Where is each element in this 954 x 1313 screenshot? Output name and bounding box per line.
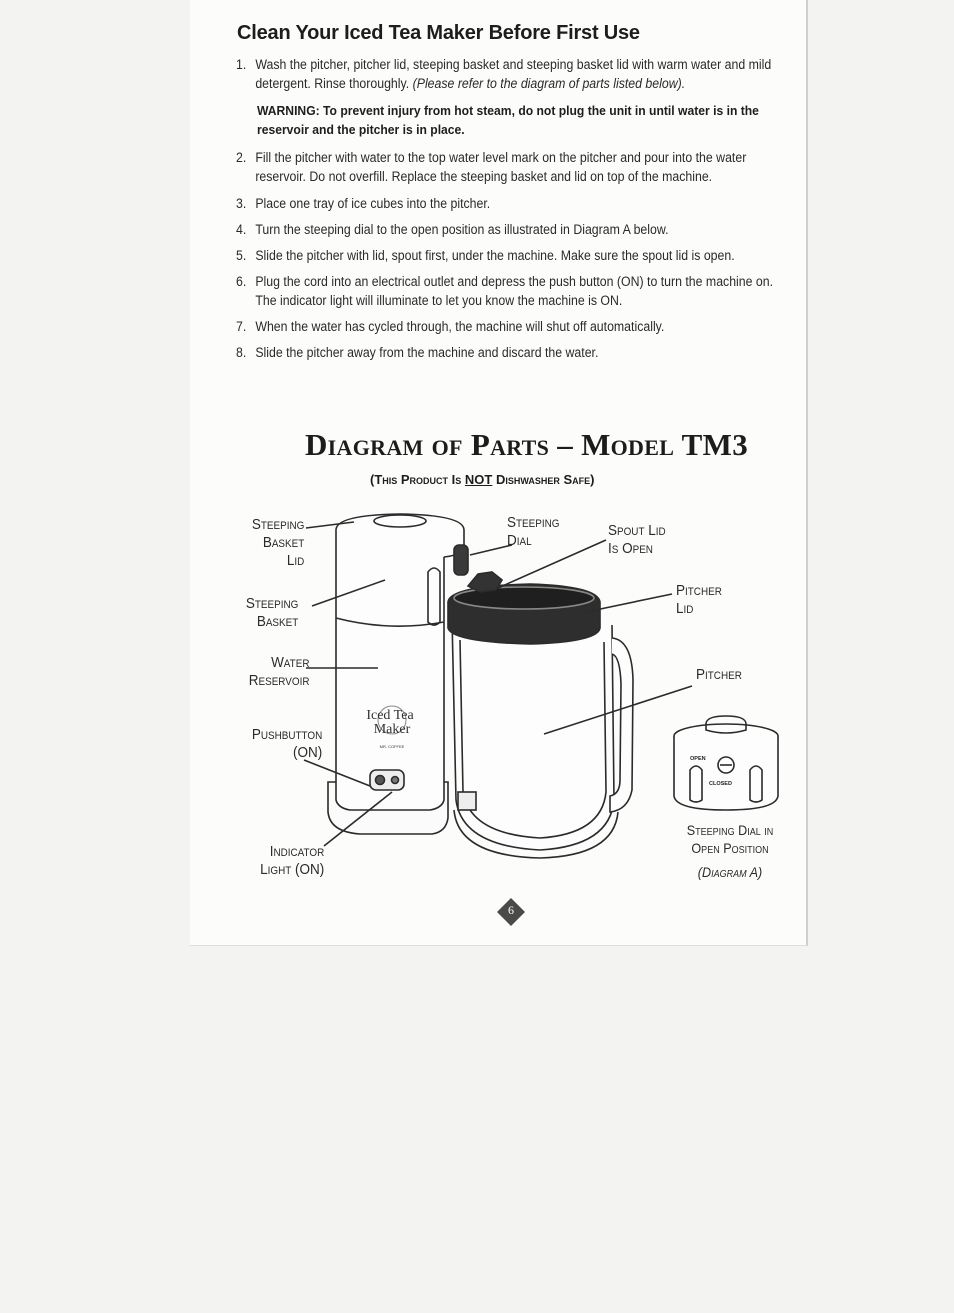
label-water-reservoir: Water Reservoir — [248, 654, 309, 689]
warning-text: WARNING: To prevent injury from hot steam, do not plug the unit in until water is in the reservoir and the pitcher is in place. — [257, 103, 759, 137]
step-4: 4. Turn the steeping dial to the open position as illustrated in Diagram A below. — [236, 222, 669, 237]
spout-lid — [468, 572, 502, 592]
label-steeping-basket: Steeping Basket — [245, 595, 298, 630]
step-3: 3. Place one tray of ice cubes into the pitcher. — [236, 196, 491, 211]
step-6: 6. Plug the cord into an electrical outlet and depress the push button (ON) to turn the machine on. The indicator light will illuminate to let you know the machine is ON. — [236, 274, 774, 308]
page-number-badge — [496, 897, 526, 927]
step-7: 7. When the water has cycled through, the machine will shut off automatically. — [236, 319, 665, 334]
dial-closed-mark: CLOSED — [709, 781, 732, 787]
label-pitcher: Pitcher — [696, 666, 742, 683]
diagram-a-dial — [674, 716, 778, 810]
label-pitcher-lid: Pitcher Lid — [676, 582, 722, 617]
diagram-subtitle: (This Product Is NOT Dishwasher Safe) — [370, 472, 595, 487]
page-number: 6 — [508, 903, 514, 917]
step-5: 5. Slide the pitcher with lid, spout first, under the machine. Make sure the spout lid is open. — [236, 248, 735, 263]
label-steeping-basket-lid: Steeping Basket Lid — [251, 516, 304, 569]
logo-line-1: Iced Tea — [366, 708, 414, 723]
step-1: 1. Wash the pitcher, pitcher lid, steeping basket and steeping basket lid with warm water and mild detergent. Rinse thoroughly. (Please refer to the diagram of parts listed below). — [236, 57, 772, 91]
label-dial-open-position: Steeping Dial in Open Position — [686, 822, 774, 856]
step-2: 2. Fill the pitcher with water to the top water level mark on the pitcher and pour into the water reservoir. Do not overfill. Replace the steeping basket and lid on top of the machine. — [236, 150, 747, 184]
step-8: 8. Slide the pitcher away from the machine and discard the water. — [236, 345, 599, 360]
label-diagram-a: (Diagram A) — [697, 864, 763, 880]
label-pushbutton: Pushbutton (ON) — [251, 726, 322, 761]
logo-line-2: Maker — [373, 722, 411, 737]
label-indicator-light: Indicator Light (ON) — [259, 843, 324, 878]
section-title: Clean Your Iced Tea Maker Before First Use — [237, 22, 640, 44]
logo-line-3: MR. COFFEE — [379, 744, 405, 749]
diagram-title: Diagram of Parts – Model TM3 — [305, 427, 749, 462]
label-steeping-dial: Steeping Dial — [507, 514, 560, 549]
dial-open-mark: OPEN — [690, 756, 706, 762]
steeping-dial-knob — [454, 545, 468, 575]
pitcher-body — [452, 618, 614, 850]
label-spout-lid: Spout Lid Is Open — [608, 522, 666, 557]
